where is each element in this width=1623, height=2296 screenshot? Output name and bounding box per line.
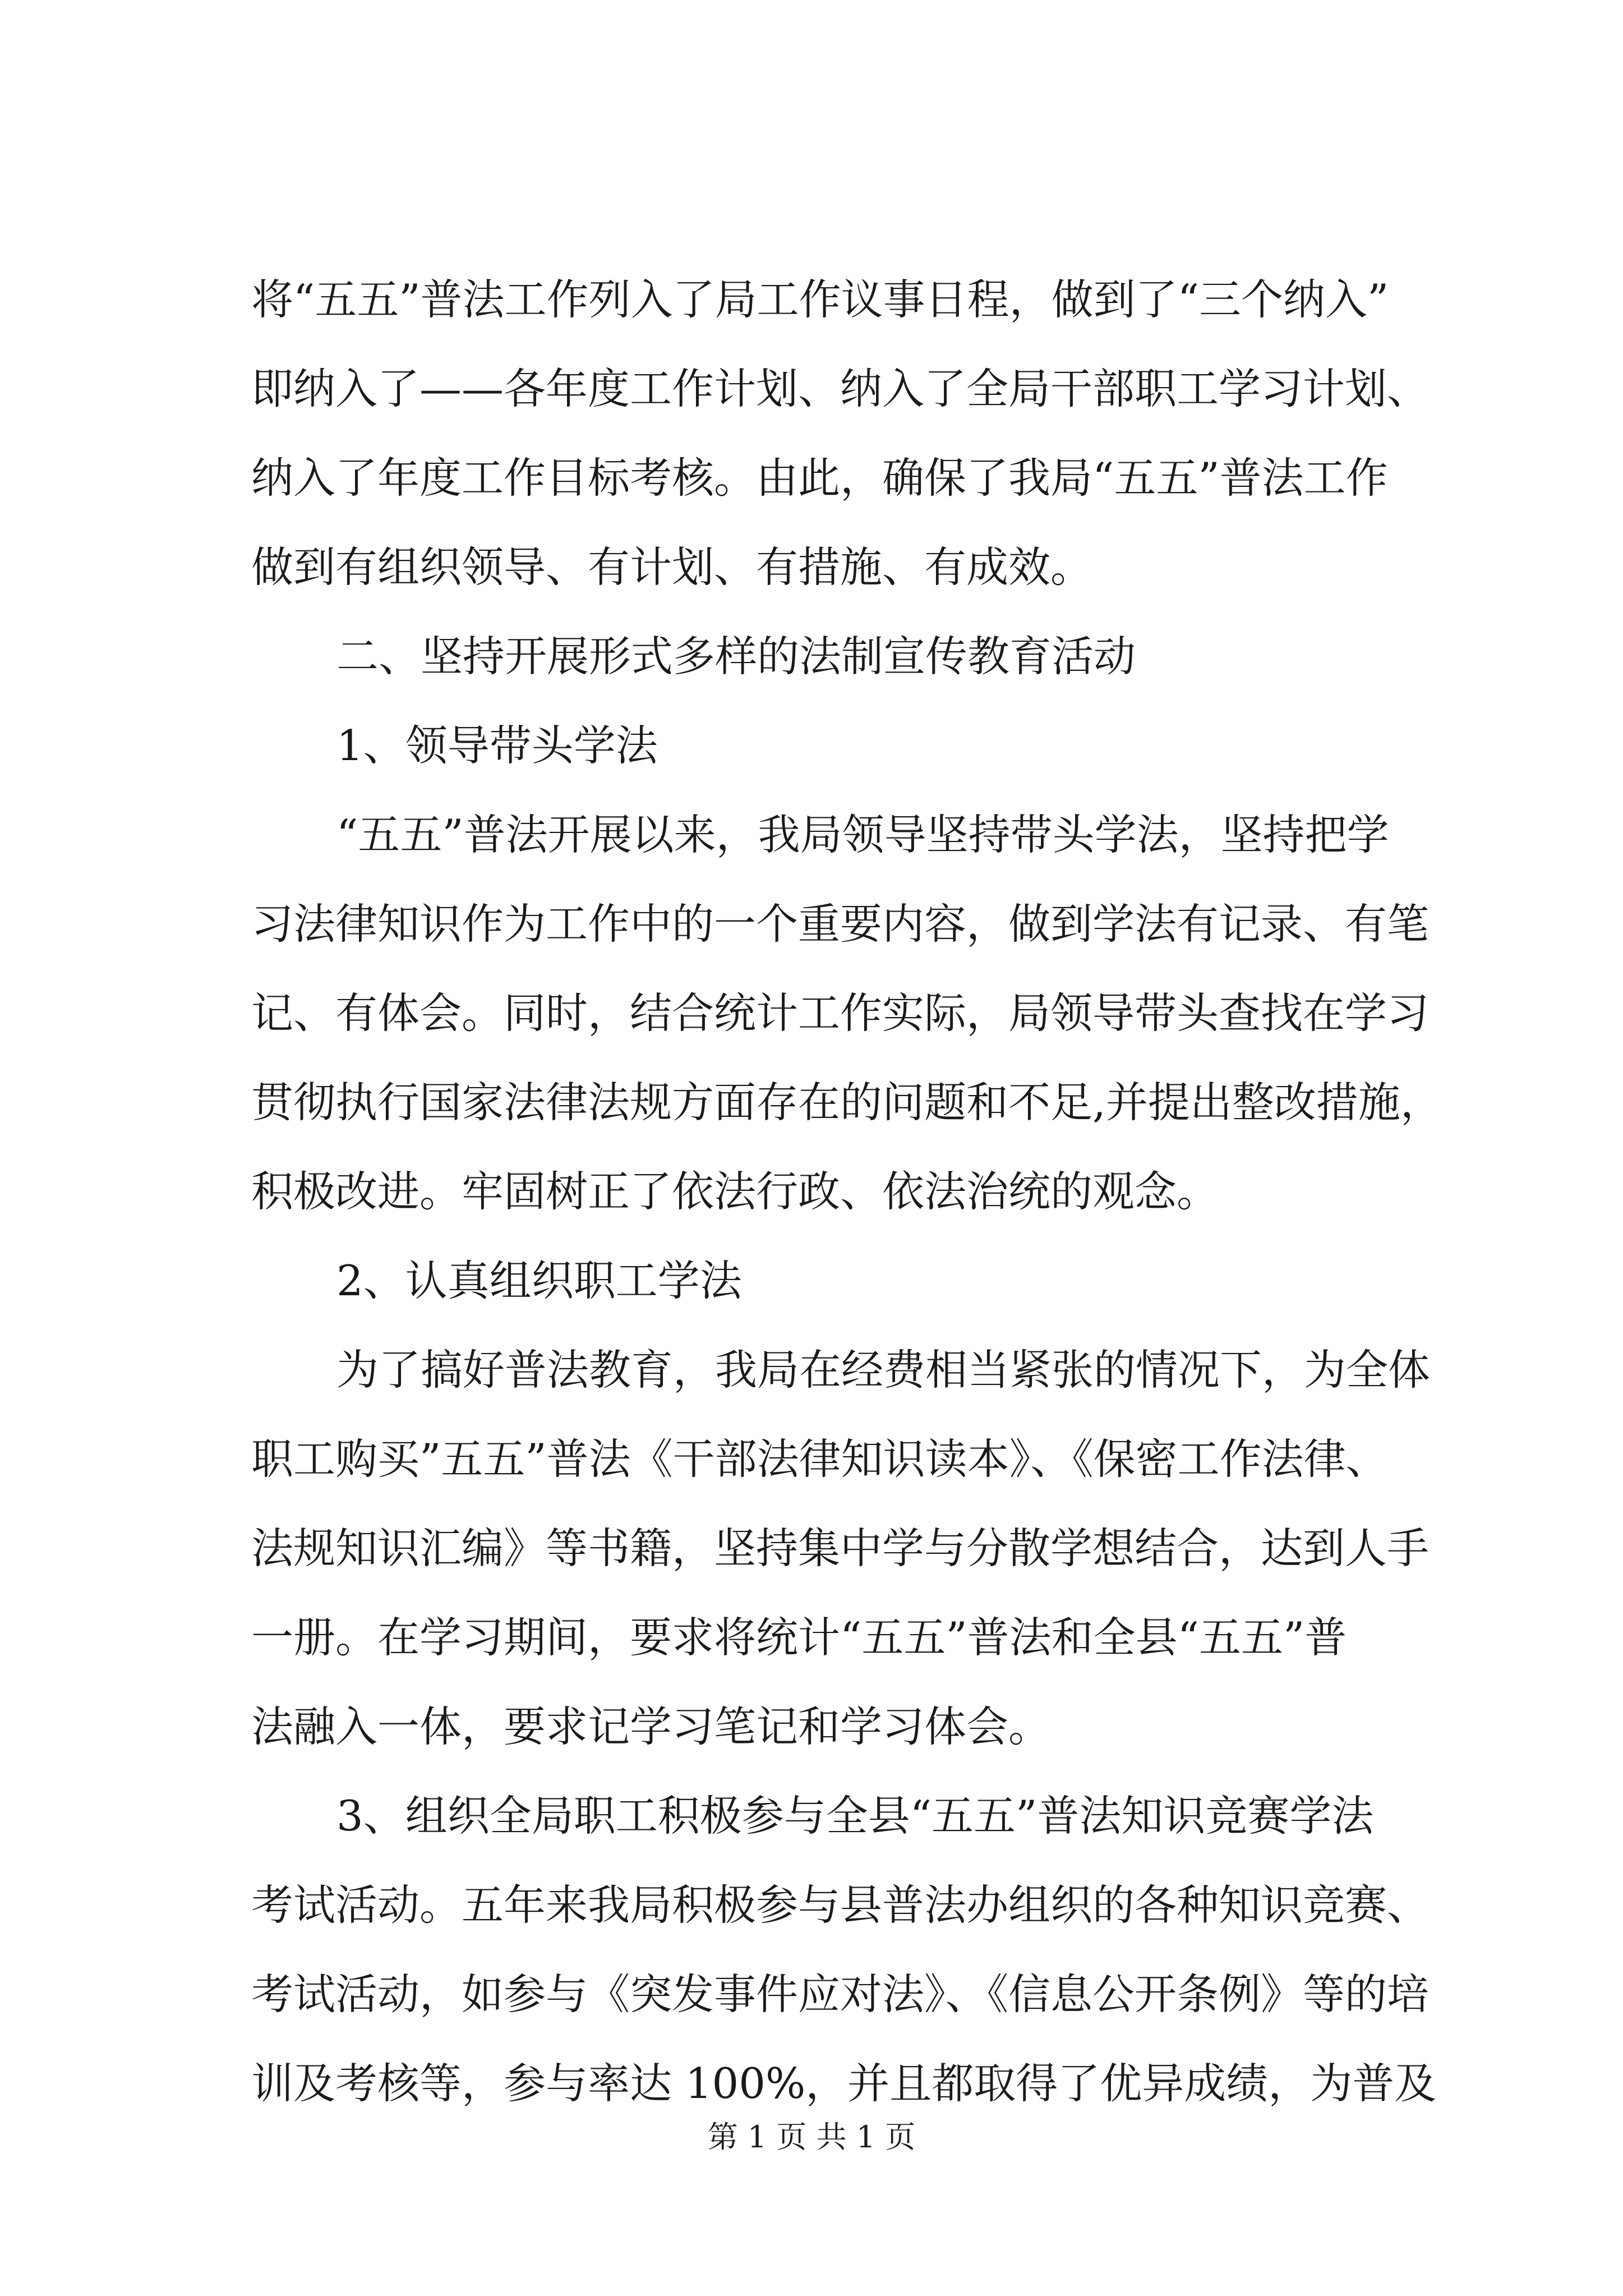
- text-line: 记、有体会。同时，结合统计工作实际，局领导带头查找在学习: [251, 988, 1430, 1038]
- text-line: 考试活动，如参与《突发事件应对法》、《信息公开条例》等的培: [251, 1970, 1430, 2019]
- text-line: 贯彻执行国家法律法规方面存在的问题和不足,并提出整改措施，: [251, 1078, 1442, 1127]
- text-line: 做到有组织领导、有计划、有措施、有成效。: [251, 542, 1093, 592]
- page-footer: 第 1 页 共 1 页: [707, 2119, 916, 2155]
- text-line: 法融入一体，要求记学习笔记和学习体会。: [251, 1702, 1051, 1751]
- text-line: 考试活动。五年来我局积极参与县普法办组织的各种知识竞赛、: [251, 1880, 1430, 1930]
- text-line: 1、领导带头学法: [336, 721, 658, 770]
- text-line: 习法律知识作为工作中的一个重要内容，做到学法有记录、有笔: [251, 899, 1430, 949]
- text-line: 3、组织全局职工积极参与全县“五五”普法知识竞赛学法: [336, 1791, 1374, 1841]
- text-line: 二、坚持开展形式多样的法制宣传教育活动: [336, 632, 1136, 681]
- document-body: [251, 255, 1442, 2128]
- text-line: 2、认真组织职工学法: [336, 1256, 742, 1305]
- text-line: 即纳入了——各年度工作计划、纳入了全局干部职工学习计划、: [251, 364, 1430, 413]
- text-line: 为了搞好普法教育，我局在经费相当紧张的情况下，为全体: [336, 1345, 1431, 1395]
- text-line: 积极改进。牢固树正了依法行政、依法治统的观念。: [251, 1167, 1219, 1216]
- text-line: 一册。在学习期间，要求将统计“五五”普法和全县“五五”普: [251, 1613, 1347, 1662]
- text-line: “五五”普法开展以来，我局领导坚持带头学法，坚持把学: [336, 810, 1389, 859]
- text-line: 将“五五”普法工作列入了局工作议事日程，做到了“三个纳入”: [251, 275, 1389, 324]
- text-line: 职工购买”五五”普法《干部法律知识读本》、《保密工作法律、: [251, 1434, 1388, 1484]
- text-line: 法规知识汇编》等书籍，坚持集中学与分散学想结合，达到人手: [251, 1524, 1430, 1573]
- text-line: 训及考核等，参与率达 100%，并且都取得了优异成绩，为普及: [251, 2059, 1437, 2108]
- text-line: 纳入了年度工作目标考核。由此，确保了我局“五五”普法工作: [251, 453, 1388, 503]
